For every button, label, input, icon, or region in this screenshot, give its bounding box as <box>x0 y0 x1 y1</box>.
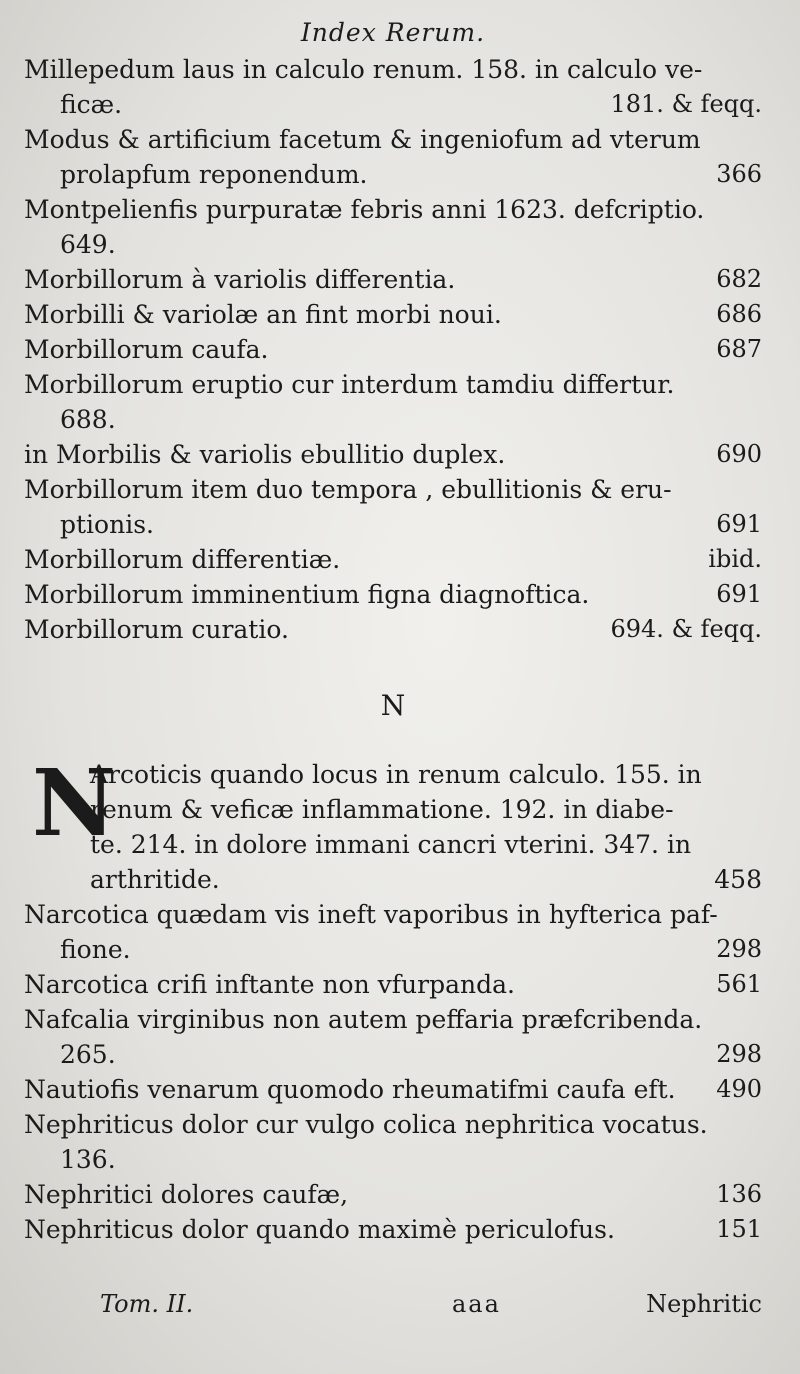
index-entry <box>24 967 762 1002</box>
page-number: 691 <box>716 580 762 608</box>
entry-text: Nephritici dolores caufæ, <box>24 1180 349 1209</box>
page-footer <box>100 1284 762 1324</box>
index-entry <box>24 262 762 297</box>
signature-mark: aaa <box>452 1290 501 1318</box>
dropcap-entry-text: arthritide. <box>90 865 220 894</box>
page-number: 151 <box>716 1215 762 1243</box>
dropcap-entry-line: Arcoticis quando locus in renum calculo. 155. in <box>90 760 702 789</box>
entry-text: Morbilli & variolæ an fint morbi noui. <box>24 300 502 329</box>
entry-text: Narcotica crifi inftante non vfurpanda. <box>24 970 515 999</box>
index-entry <box>24 612 762 647</box>
index-entry <box>24 122 762 192</box>
page-number: 687 <box>716 335 762 363</box>
continuation-text: 265. <box>60 1040 116 1069</box>
page-number: 690 <box>716 440 762 468</box>
continuation-text: 688. <box>60 405 116 434</box>
entry-text: Morbillorum item duo tempora , ebullitionis & eru- <box>24 475 672 504</box>
dropcap-letter: N <box>32 749 117 857</box>
index-entry <box>24 1072 762 1107</box>
index-entry <box>24 577 762 612</box>
dropcap-entry-line: renum & veficæ inflammatione. 192. in diabe- <box>90 795 674 824</box>
continuation-text: ficæ. <box>60 90 123 119</box>
entry-continuation <box>24 402 762 437</box>
index-entry <box>24 1107 762 1177</box>
index-entry <box>24 897 762 967</box>
page-number: 136 <box>716 1180 762 1208</box>
dropcap-entry <box>24 749 762 897</box>
entry-text: Millepedum laus in calculo renum. 158. in calculo ve- <box>24 55 703 84</box>
entry-text: Morbillorum imminentium figna diagnoftica. <box>24 580 590 609</box>
index-entry <box>24 1212 762 1247</box>
entry-text: Nautiofis venarum quomodo rheumatifmi caufa eft. <box>24 1075 676 1104</box>
dropcap-entry-line: te. 214. in dolore immani cancri vterini. 347. in <box>90 830 692 859</box>
entry-text: Nephriticus dolor cur vulgo colica nephritica vocatus. <box>24 1110 708 1139</box>
index-entry <box>24 1177 762 1212</box>
page-number: 682 <box>716 265 762 293</box>
entry-continuation <box>24 87 762 122</box>
page-number: 490 <box>716 1075 762 1103</box>
page-number: 298 <box>716 1040 762 1068</box>
entry-text: Nephriticus dolor quando maximè periculofus. <box>24 1215 615 1244</box>
dropcap-entry-line-last <box>90 862 762 897</box>
continuation-text: fione. <box>60 935 131 964</box>
page-number: ibid. <box>708 545 762 573</box>
index-entry <box>24 297 762 332</box>
entry-text: Morbillorum caufa. <box>24 335 269 364</box>
entry-text: Montpelienfis purpuratæ febris anni 1623. defcriptio. <box>24 195 705 224</box>
entry-continuation <box>24 1142 762 1177</box>
index-entry <box>24 472 762 542</box>
page-number: 366 <box>716 160 762 188</box>
continuation-text: prolapfum reponendum. <box>60 160 368 189</box>
section-letter: N <box>380 689 406 722</box>
entry-text: Modus & artificium facetum & ingeniofum ad vterum <box>24 125 701 154</box>
entry-continuation <box>24 932 762 967</box>
entry-text: Narcotica quædam vis ineft vaporibus in hyfterica paf- <box>24 900 718 929</box>
volume-label: Tom. II. <box>100 1290 194 1318</box>
entry-continuation <box>24 227 762 262</box>
entry-text: Nafcalia virginibus non autem peffaria præfcribenda. <box>24 1005 703 1034</box>
page-number: 686 <box>716 300 762 328</box>
entry-text: Morbillorum eruptio cur interdum tamdiu differtur. <box>24 370 675 399</box>
index-section-n <box>24 897 762 1247</box>
entry-continuation <box>24 1037 762 1072</box>
page-number: 458 <box>714 865 762 894</box>
entry-text: Morbillorum à variolis differentia. <box>24 265 456 294</box>
index-entry <box>24 1002 762 1072</box>
running-head: Index Rerum. <box>300 18 486 47</box>
index-entry <box>24 437 762 472</box>
continuation-text: 649. <box>60 230 116 259</box>
continuation-text: ptionis. <box>60 510 154 539</box>
entry-text: Morbillorum differentiæ. <box>24 545 341 574</box>
page-number: 561 <box>716 970 762 998</box>
index-entry <box>24 367 762 437</box>
page-number: 694. & feqq. <box>610 615 762 643</box>
page-number: 181. & feqq. <box>610 90 762 118</box>
catchword: Nephritic <box>646 1290 762 1318</box>
entry-continuation <box>24 157 762 192</box>
page-number: 691 <box>716 510 762 538</box>
page-number: 298 <box>716 935 762 963</box>
index-entry <box>24 52 762 122</box>
index-entry <box>24 542 762 577</box>
entry-text: in Morbilis & variolis ebullitio duplex. <box>24 440 506 469</box>
entry-continuation <box>24 507 762 542</box>
index-entry <box>24 332 762 367</box>
entry-text: Morbillorum curatio. <box>24 615 289 644</box>
index-entry <box>24 192 762 262</box>
index-section-m <box>24 52 762 647</box>
continuation-text: 136. <box>60 1145 116 1174</box>
